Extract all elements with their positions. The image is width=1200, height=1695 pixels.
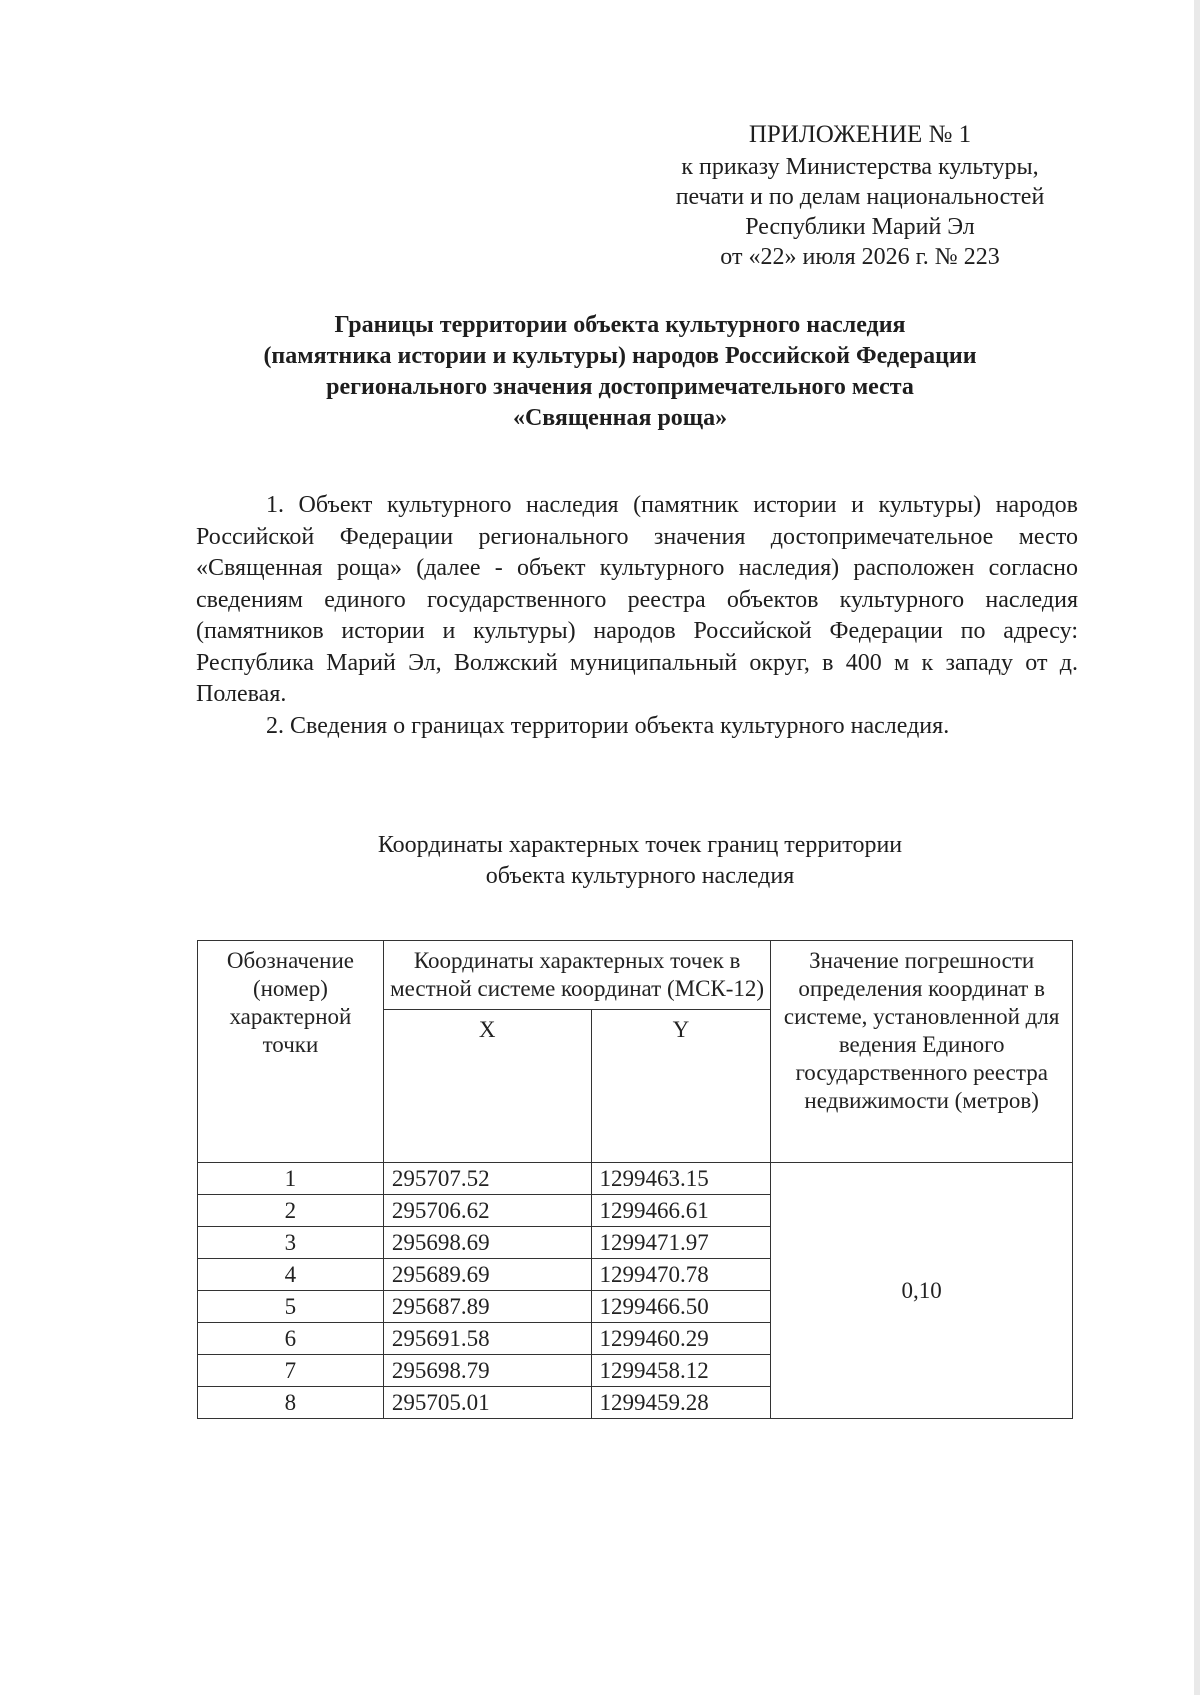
appendix-line: Республики Марий Эл (745, 214, 975, 240)
cell-y: 1299460.29 (591, 1323, 771, 1355)
paragraph: 2. Сведения о границах территории объекта культурного наследия. (266, 712, 950, 739)
title-line: Границы территории объекта культурного наследия (334, 312, 906, 338)
header-error: Значение погрешности определения координат в системе, установленной для ведения Единого государственного реестра недвижимости (метров) (771, 941, 1073, 1163)
cell-x: 295698.79 (383, 1355, 591, 1387)
cell-point: 1 (198, 1163, 384, 1195)
cell-x: 295689.69 (383, 1259, 591, 1291)
appendix-header (620, 120, 1100, 272)
cell-y: 1299458.12 (591, 1355, 771, 1387)
cell-y: 1299459.28 (591, 1387, 771, 1419)
title-line: «Священная роща» (512, 405, 728, 431)
cell-point: 3 (198, 1227, 384, 1259)
header-y: Y (591, 1010, 771, 1163)
title-line: (памятника истории и культуры) народов Российской Федерации (263, 343, 977, 369)
cell-y: 1299466.61 (591, 1195, 771, 1227)
table-title (200, 830, 1080, 892)
cell-x: 295687.89 (383, 1291, 591, 1323)
cell-x: 295706.62 (383, 1195, 591, 1227)
cell-y: 1299466.50 (591, 1291, 771, 1323)
cell-point: 2 (198, 1195, 384, 1227)
cell-x: 295707.52 (383, 1163, 591, 1195)
cell-y: 1299470.78 (591, 1259, 771, 1291)
appendix-line: от «22» июля 2026 г. № 223 (720, 244, 1000, 270)
header-coords: Координаты характерных точек в местной системе координат (МСК-12) (383, 941, 771, 1010)
table-row (198, 1163, 1073, 1195)
table-title-line: объекта культурного наследия (485, 863, 795, 889)
cell-x: 295705.01 (383, 1387, 591, 1419)
appendix-title: ПРИЛОЖЕНИЕ № 1 (748, 121, 972, 148)
cell-y: 1299471.97 (591, 1227, 771, 1259)
cell-point: 5 (198, 1291, 384, 1323)
cell-y: 1299463.15 (591, 1163, 771, 1195)
coordinates-table (197, 940, 1073, 1419)
header-point: Обозначение (номер) характерной точки (198, 941, 384, 1163)
cell-point: 7 (198, 1355, 384, 1387)
body-text (196, 490, 1078, 742)
document-title (160, 310, 1080, 434)
cell-x: 295698.69 (383, 1227, 591, 1259)
cell-x: 295691.58 (383, 1323, 591, 1355)
appendix-line: к приказу Министерства культуры, (681, 154, 1039, 180)
cell-point: 4 (198, 1259, 384, 1291)
cell-point: 6 (198, 1323, 384, 1355)
cell-error: 0,10 (771, 1163, 1073, 1419)
page-edge (1194, 0, 1200, 1695)
appendix-line: печати и по делам национальностей (675, 184, 1045, 210)
table-title-line: Координаты характерных точек границ территории (377, 832, 903, 858)
title-line: регионального значения достопримечательного места (326, 374, 914, 400)
paragraph: 1. Объект культурного наследия (памятник истории и культуры) народов Российской Федерации регионального значения достопримечательное место «Священная роща» (далее - объект культурного наследия) расположен согласно сведениям единого государственного реестра объектов культурного наследия (памятников истории и культуры) народов Российской Федерации по адресу: Республика Марий Эл, Волжский муниципальный округ, в 400 м к западу от д. Полевая. (196, 492, 1078, 707)
cell-point: 8 (198, 1387, 384, 1419)
header-x: X (383, 1010, 591, 1163)
